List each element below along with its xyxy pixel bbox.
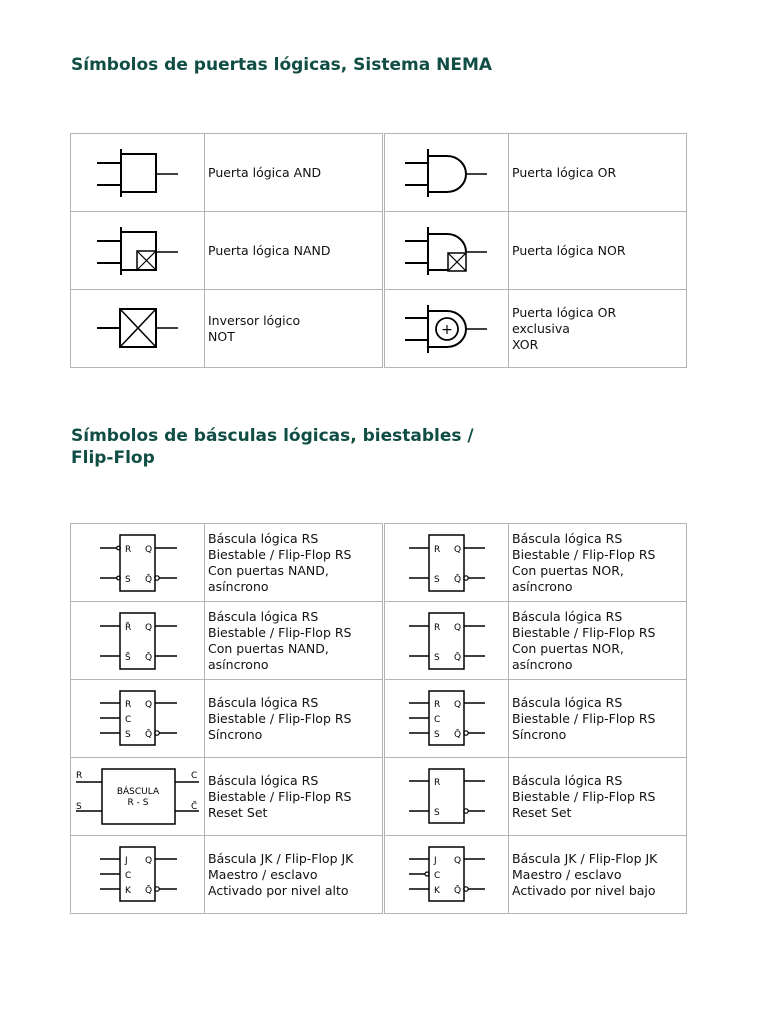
rs-nand-barred-flipflop-icon xyxy=(71,603,204,679)
table-row xyxy=(385,290,687,368)
gate-label-or: Puerta lógica OR xyxy=(509,134,687,212)
table-row xyxy=(71,134,383,212)
table-row xyxy=(385,680,687,758)
svg-text:C̄: C̄ xyxy=(191,801,198,812)
or-gate-icon xyxy=(385,135,508,211)
svg-text:BÁSCULA: BÁSCULA xyxy=(116,786,160,797)
and-gate-icon xyxy=(71,135,204,211)
flipflop-table-left xyxy=(70,523,383,914)
table-row xyxy=(71,212,383,290)
table-row xyxy=(71,290,383,368)
flipflop-label: Báscula lógica RS Biestable / Flip-Flop RS Reset Set xyxy=(509,758,687,836)
svg-text:C: C xyxy=(434,714,441,725)
rs-sync-flipflop-icon xyxy=(71,681,204,757)
svg-text:S: S xyxy=(434,729,440,740)
flipflop-label: Báscula JK / Flip-Flop JK Maestro / esclavo Activado por nivel alto xyxy=(205,836,383,914)
table-row xyxy=(385,212,687,290)
svg-text:Q: Q xyxy=(454,699,462,710)
table-row xyxy=(385,134,687,212)
flipflop-label: Báscula lógica RS Biestable / Flip-Flop RS Con puertas NAND, asíncrono xyxy=(205,524,383,602)
svg-text:Q: Q xyxy=(145,622,153,633)
svg-text:R: R xyxy=(434,777,441,788)
svg-text:Q: Q xyxy=(454,544,462,555)
flipflop-section-title: Símbolos de básculas lógicas, biestables / Flip-Flop xyxy=(71,426,474,468)
svg-text:Q̄: Q̄ xyxy=(145,729,153,740)
jk-low-level-flipflop-icon xyxy=(385,837,508,913)
table-row xyxy=(71,680,383,758)
flipflop-label: Báscula lógica RS Biestable / Flip-Flop RS Reset Set xyxy=(205,758,383,836)
gates-section-title: Símbolos de puertas lógicas, Sistema NEMA xyxy=(71,55,493,75)
svg-text:C: C xyxy=(125,870,132,881)
svg-text:C: C xyxy=(191,770,198,781)
rs-nor-flipflop-icon xyxy=(385,525,508,601)
svg-text:K: K xyxy=(434,885,440,896)
nand-gate-icon xyxy=(71,213,204,289)
rs-sync-flipflop-icon xyxy=(385,681,508,757)
svg-text:Q: Q xyxy=(145,855,153,866)
plus-sign: + xyxy=(441,321,453,338)
rs-nor-plain-flipflop-icon xyxy=(385,603,508,679)
svg-text:Q̄: Q̄ xyxy=(454,574,462,585)
gates-table-right xyxy=(384,133,687,368)
svg-text:Q̄: Q̄ xyxy=(145,885,153,896)
svg-text:J: J xyxy=(434,855,437,866)
table-row xyxy=(71,758,383,836)
table-row xyxy=(385,758,687,836)
svg-text:C: C xyxy=(434,870,441,881)
table-row xyxy=(385,602,687,680)
gate-label-xor: Puerta lógica OR exclusiva XOR xyxy=(509,290,687,368)
svg-text:Q̄: Q̄ xyxy=(454,885,462,896)
flipflop-label: Báscula lógica RS Biestable / Flip-Flop RS Con puertas NOR, asíncrono xyxy=(509,524,687,602)
gates-table-left xyxy=(70,133,383,368)
svg-text:R: R xyxy=(125,544,132,555)
svg-text:Q: Q xyxy=(454,855,462,866)
svg-text:R: R xyxy=(76,770,83,781)
svg-text:R: R xyxy=(125,699,132,710)
svg-text:S: S xyxy=(434,652,440,663)
svg-text:S: S xyxy=(434,574,440,585)
rs-nand-flipflop-icon xyxy=(71,525,204,601)
flipflop-label: Báscula lógica RS Biestable / Flip-Flop RS Con puertas NAND, asíncrono xyxy=(205,602,383,680)
xor-gate-icon xyxy=(385,291,508,367)
flipflop-table-right xyxy=(384,523,687,914)
svg-text:R̄: R̄ xyxy=(125,622,132,633)
svg-text:S: S xyxy=(76,801,82,812)
not-gate-icon xyxy=(71,291,204,367)
table-row xyxy=(71,602,383,680)
gate-label-and: Puerta lógica AND xyxy=(205,134,383,212)
flipflop-label: Báscula JK / Flip-Flop JK Maestro / esclavo Activado por nivel bajo xyxy=(509,836,687,914)
jk-flipflop-icon xyxy=(71,837,204,913)
svg-text:S: S xyxy=(434,807,440,818)
table-row xyxy=(385,524,687,602)
table-row xyxy=(71,836,383,914)
nor-gate-icon xyxy=(385,213,508,289)
svg-text:S: S xyxy=(125,574,131,585)
flipflop-label: Báscula lógica RS Biestable / Flip-Flop RS Síncrono xyxy=(509,680,687,758)
svg-text:Q̄: Q̄ xyxy=(454,729,462,740)
svg-text:R: R xyxy=(434,699,441,710)
svg-text:S: S xyxy=(125,729,131,740)
table-row xyxy=(71,524,383,602)
svg-text:Q: Q xyxy=(454,622,462,633)
svg-text:C: C xyxy=(125,714,132,725)
rs-reset-set-flipflop-icon xyxy=(385,759,508,835)
gate-label-not: Inversor lógico NOT xyxy=(205,290,383,368)
gate-label-nand: Puerta lógica NAND xyxy=(205,212,383,290)
svg-text:Q: Q xyxy=(145,544,153,555)
svg-text:R: R xyxy=(434,544,441,555)
table-row xyxy=(385,836,687,914)
svg-text:R - S: R - S xyxy=(127,797,149,808)
svg-text:R: R xyxy=(434,622,441,633)
svg-text:Q̄: Q̄ xyxy=(145,574,153,585)
svg-text:Q̄: Q̄ xyxy=(454,652,462,663)
rs-bascula-box-icon xyxy=(71,759,204,835)
svg-text:Q: Q xyxy=(145,699,153,710)
svg-text:Q̄: Q̄ xyxy=(145,652,153,663)
svg-text:K: K xyxy=(125,885,131,896)
svg-text:J: J xyxy=(125,855,128,866)
svg-text:S̄: S̄ xyxy=(125,652,131,663)
flipflop-label: Báscula lógica RS Biestable / Flip-Flop RS Con puertas NOR, asíncrono xyxy=(509,602,687,680)
flipflop-label: Báscula lógica RS Biestable / Flip-Flop RS Síncrono xyxy=(205,680,383,758)
gate-label-nor: Puerta lógica NOR xyxy=(509,212,687,290)
